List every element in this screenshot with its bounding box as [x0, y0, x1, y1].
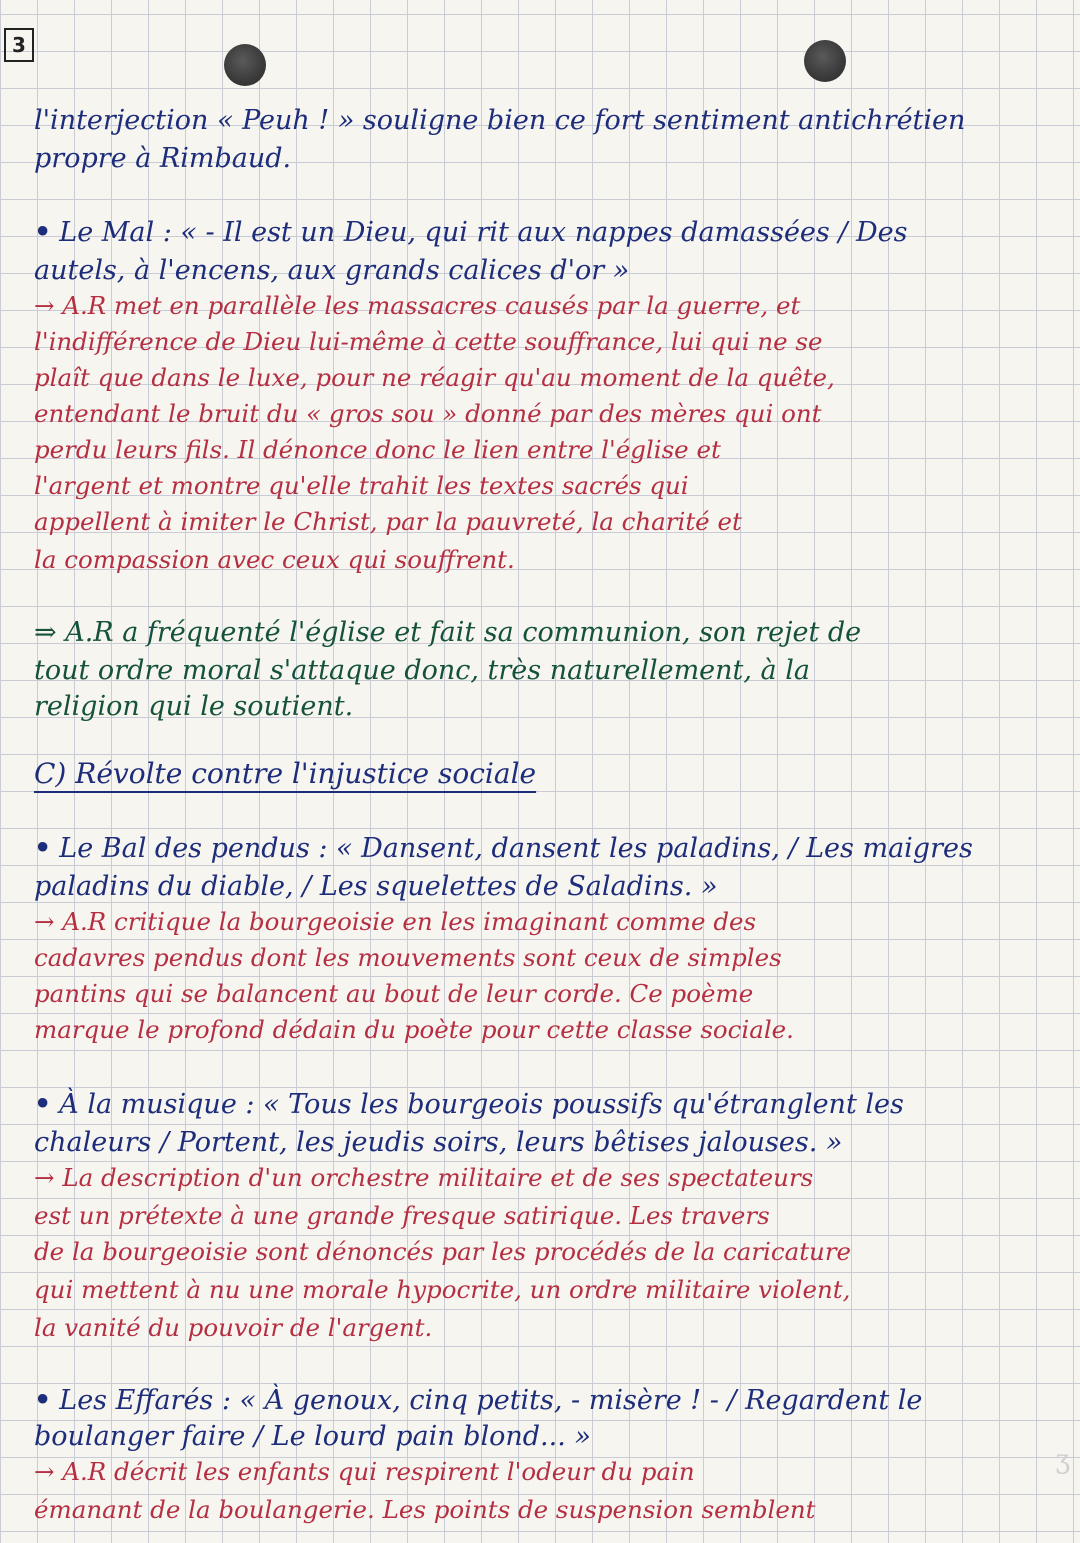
page-number-box: 3: [4, 28, 34, 62]
note-line-text: paladins du diable, / Les squelettes de Saladins. »: [34, 871, 718, 902]
note-line-text: boulanger faire / Le lourd pain blond... »: [34, 1421, 591, 1452]
note-line-text: l'argent et montre qu'elle trahit les textes sacrés qui: [34, 471, 689, 500]
note-line: [34, 471, 689, 500]
note-line-text: cadavres pendus dont les mouvements sont ceux de simples: [34, 943, 782, 972]
note-line-text: → A.R décrit les enfants qui respirent l'odeur du pain: [34, 1457, 695, 1486]
note-line-text: → A.R met en parallèle les massacres causés par la guerre, et: [34, 291, 801, 320]
note-line: [34, 1385, 922, 1416]
note-line: [34, 691, 353, 722]
note-line: [34, 1201, 770, 1230]
note-line: [34, 363, 835, 392]
note-line-text: → La description d'un orchestre militaire et de ses spectateurs: [34, 1163, 814, 1192]
note-line: [34, 545, 515, 574]
bullet-point: •: [34, 1385, 52, 1416]
note-line: [34, 1015, 794, 1044]
note-line-text: C) Révolte contre l'injustice sociale: [34, 757, 537, 790]
note-line-text: ⇒ A.R a fréquenté l'église et fait sa communion, son rejet de: [34, 617, 862, 648]
note-line: [34, 1275, 850, 1304]
note-line-text: À la musique : « Tous les bourgeois poussifs qu'étranglent les: [59, 1089, 904, 1120]
note-line-text: → A.R critique la bourgeoisie en les imaginant comme des: [34, 907, 757, 936]
note-line-text: Les Effarés : « À genoux, cinq petits, - misère ! - / Regardent le: [59, 1385, 923, 1416]
note-line-text: entendant le bruit du « gros sou » donné par des mères qui ont: [34, 399, 822, 428]
note-line-text: tout ordre moral s'attaque donc, très naturellement, à la: [34, 655, 810, 686]
note-line: [34, 1089, 904, 1120]
note-line: [34, 1457, 695, 1486]
note-line-text: perdu leurs fils. Il dénonce donc le lien entre l'église et: [34, 435, 721, 464]
note-line-text: marque le profond dédain du poète pour cette classe sociale.: [34, 1015, 794, 1044]
note-line: [34, 979, 753, 1008]
note-line-text: émanant de la boulangerie. Les points de suspension semblent: [34, 1495, 816, 1524]
note-line: [34, 143, 291, 174]
note-line-text: la vanité du pouvoir de l'argent.: [34, 1313, 433, 1342]
note-line-text: la compassion avec ceux qui souffrent.: [34, 545, 515, 574]
note-line-text: l'indifférence de Dieu lui-même à cette souffrance, lui qui ne se: [34, 327, 823, 356]
note-line-text: de la bourgeoisie sont dénoncés par les procédés de la caricature: [34, 1237, 852, 1266]
note-line-text: appellent à imiter le Christ, par la pauvreté, la charité et: [34, 507, 742, 536]
note-line: [34, 617, 861, 648]
note-line: [34, 105, 965, 136]
note-line: [34, 399, 821, 428]
note-line: [34, 1495, 816, 1524]
note-line: [34, 833, 973, 864]
section-title: [34, 757, 536, 790]
binder-hole-left: [224, 44, 266, 86]
note-line-text: autels, à l'encens, aux grands calices d'or »: [34, 255, 630, 286]
note-line-text: propre à Rimbaud.: [34, 143, 292, 174]
note-line-text: pantins qui se balancent au bout de leur corde. Ce poème: [34, 979, 754, 1008]
note-line: [34, 217, 908, 248]
binder-hole-right: [804, 40, 846, 82]
faint-mark: ʒ: [1055, 1445, 1070, 1475]
note-line-text: chaleurs / Portent, les jeudis soirs, leurs bêtises jalouses. »: [34, 1127, 843, 1158]
note-line: [34, 1421, 591, 1452]
note-line: [34, 871, 717, 902]
note-line-text: Le Bal des pendus : « Dansent, dansent les paladins, / Les maigres: [59, 833, 973, 864]
note-line: [34, 1237, 851, 1266]
note-line: [34, 291, 800, 320]
note-line: [34, 435, 721, 464]
bullet-point: •: [34, 1089, 52, 1120]
note-line: [34, 255, 629, 286]
note-line: [34, 943, 782, 972]
note-line-text: plaît que dans le luxe, pour ne réagir qu'au moment de la quête,: [34, 363, 835, 392]
note-line: [34, 1313, 432, 1342]
note-line: [34, 1163, 813, 1192]
bullet-point: •: [34, 833, 52, 864]
note-line-text: Le Mal : « - Il est un Dieu, qui rit aux nappes damassées / Des: [59, 217, 908, 248]
note-line-text: est un prétexte à une grande fresque satirique. Les travers: [34, 1201, 770, 1230]
note-line: [34, 1127, 842, 1158]
note-line-text: l'interjection « Peuh ! » souligne bien ce fort sentiment antichrétien: [34, 105, 966, 136]
note-line: [34, 655, 810, 686]
note-line: [34, 327, 822, 356]
note-line: [34, 907, 756, 936]
note-line-text: religion qui le soutient.: [34, 691, 354, 722]
bullet-point: •: [34, 217, 52, 248]
note-line: [34, 507, 742, 536]
note-line-text: qui mettent à nu une morale hypocrite, un ordre militaire violent,: [34, 1275, 851, 1304]
